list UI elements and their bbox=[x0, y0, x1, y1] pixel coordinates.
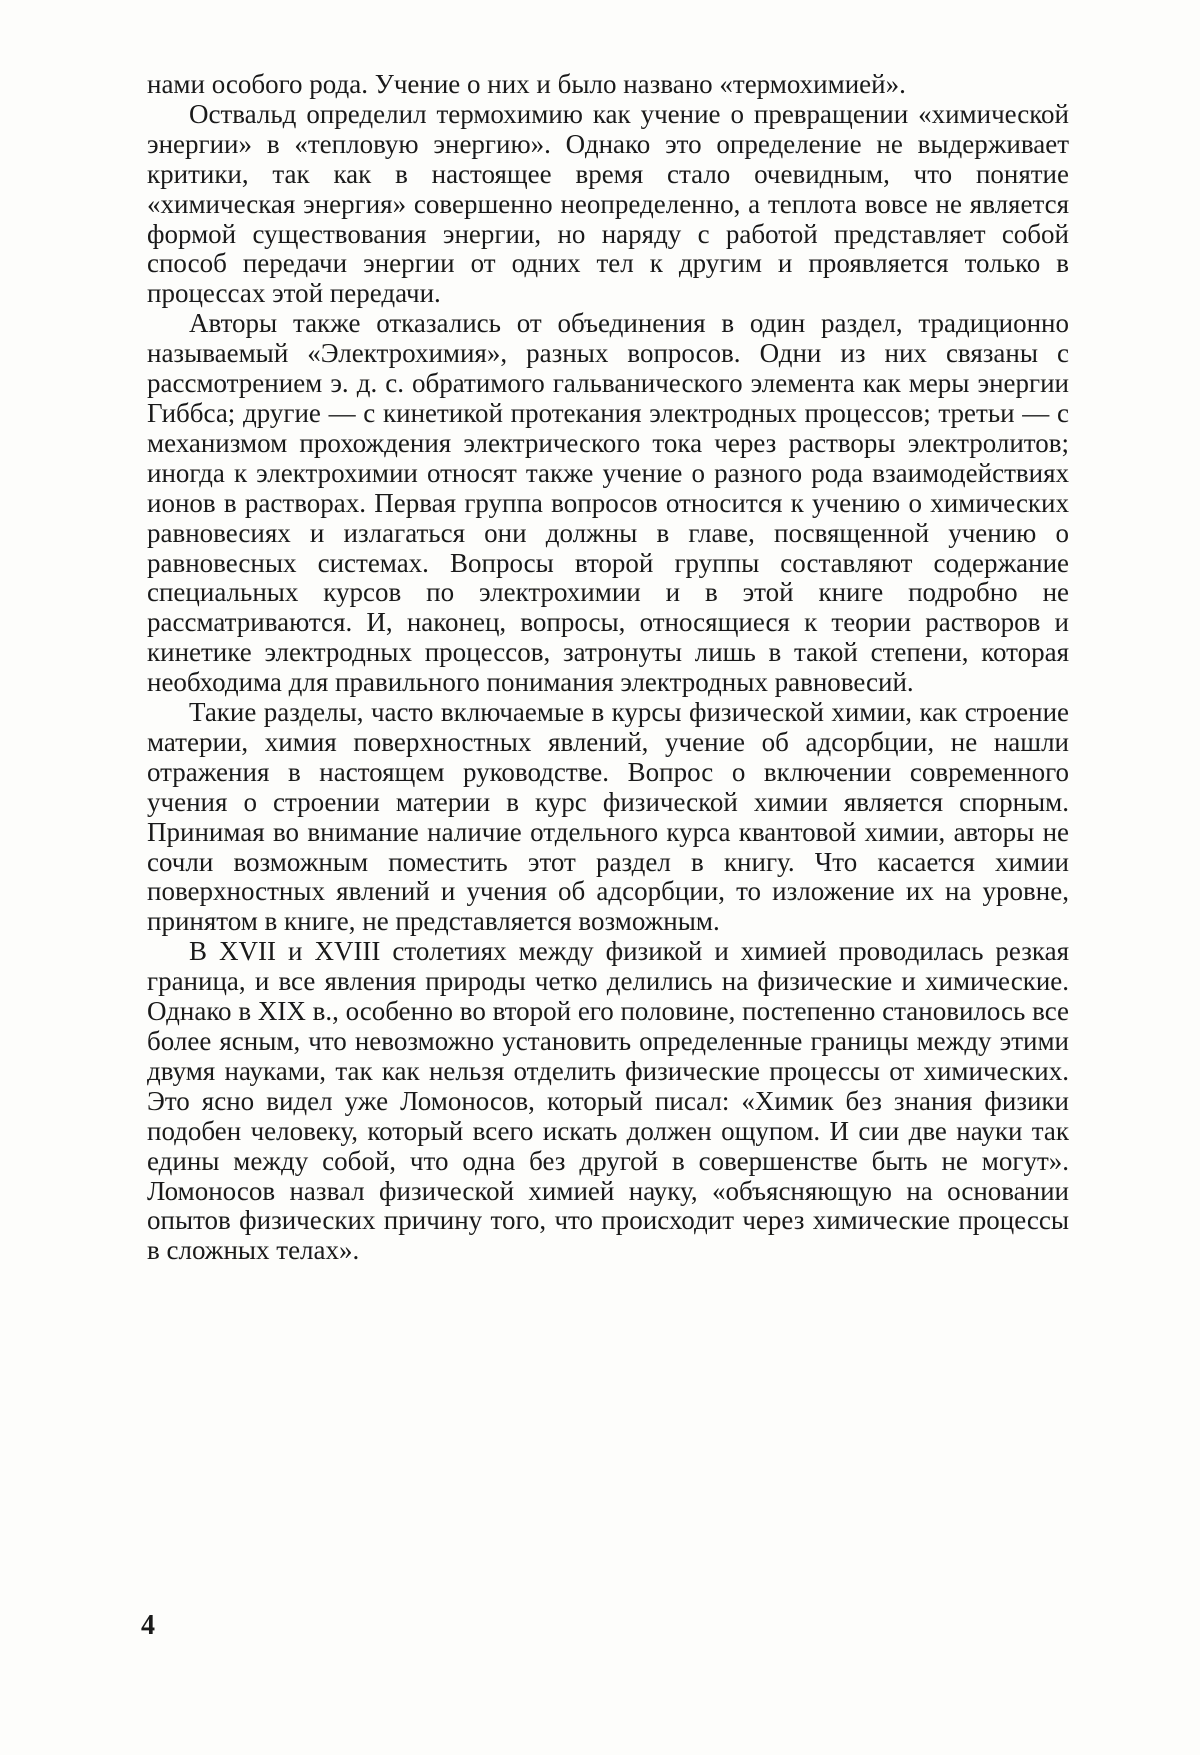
paragraph-continuation: нами особого рода. Учение о них и было названо «термохимией». bbox=[147, 69, 906, 99]
page-number: 4 bbox=[141, 1610, 155, 1641]
body-text bbox=[147, 70, 1069, 1266]
paragraph-ostwald: Оствальд определил термохимию как учение о превращении «химической энергии» в «тепловую энергию». Однако это определение не выдерживает критики, так как в настоящее время стало очевидным, что понятие «химическая энергия» совершенно неопределенно, а теплота вовсе не является формой существования энергии, но наряду с работой представляет собой способ передачи энергии от одних тел к другим и проявляется только в процессах этой передачи. bbox=[147, 98, 1069, 309]
paragraph-electrochemistry: Авторы также отказались от объединения в один раздел, традиционно называемый «Электрохимия», разных вопросов. Одни из них связаны с рассмотрением э. д. с. обратимого гальванического элемента как меры энергии Гиббса; другие — с кинетикой протекания электродных процессов; третьи — с механизмом прохождения электрического тока через растворы электролитов; иногда к электрохимии относят также учение о разного рода взаимодействиях ионов в растворах. Первая группа вопросов относится к учению о химических равновесиях и излагаться они должны в главе, посвященной учению о равновесных системах. Вопросы второй группы составляют содержание специальных курсов по электрохимии и в этой книге подробно не рассматриваются. И, наконец, вопросы, относящиеся к теории растворов и кинетике электродных процессов, затронуты лишь в такой степени, которая необходима для правильного понимания электродных равновесий. bbox=[147, 308, 1069, 698]
paragraph-history: В XVII и XVIII столетиях между физикой и химией проводилась резкая граница, и все явления природы четко делились на физические и химические. Однако в XIX в., особенно во второй его половине, постепенно становилось все более ясным, что невозможно установить определенные границы между этими двумя науками, так как нельзя отделить физические процессы от химических. Это ясно видел уже Ломоносов, который писал: «Химик без знания физики подобен человеку, который всего искать должен ощупом. И сии две науки так едины между собой, что одна без другой в совершенстве быть не могут». Ломоносов назвал физической химией науку, «объясняющую на основании опытов физических причину того, что происходит через химические процессы в сложных телах». bbox=[147, 936, 1069, 1266]
paragraph-omitted-sections: Такие разделы, часто включаемые в курсы физической химии, как строение материи, химия поверхностных явлений, учение об адсорбции, не нашли отражения в настоящем руководстве. Вопрос о включении современного учения о строении материи в курс физической химии является спорным. Принимая во внимание наличие отдельного курса квантовой химии, авторы не сочли возможным поместить этот раздел в книгу. Что касается химии поверхностных явлений и учения об адсорбции, то изложение их на уровне, принятом в книге, не представляется возможным. bbox=[147, 697, 1069, 937]
